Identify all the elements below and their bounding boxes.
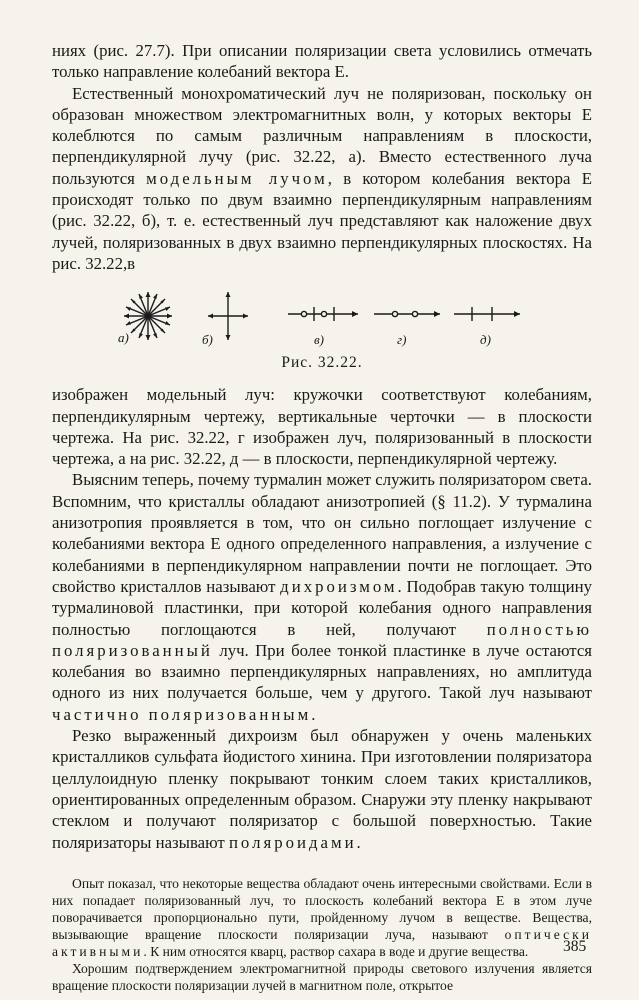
spaced-term-fully-polarized: полностью поляризованный bbox=[52, 619, 592, 660]
spaced-term-optically-active: оптически активными bbox=[52, 926, 592, 959]
ray-plane-ticks bbox=[454, 307, 520, 321]
text-run: , в котором колебания вектора E происходят только по двум взаимно перпендикулярным направлениям (рис. 32.22, б), т. е. естественный луч представляют как наложение двух лучей, поляризованных в двух взаимно перпендикулярных плоскостях. На рис. 32.22,в bbox=[52, 168, 593, 273]
text-run: . bbox=[311, 704, 316, 724]
small-print-section bbox=[52, 875, 592, 994]
text-run: . bbox=[356, 832, 361, 852]
small-paragraph-2: Хорошим подтверждением электромагнитной природы светового излучения является вращение плоскости поляризации лучей в магнитном поле, открытое bbox=[52, 960, 592, 993]
text-run: луч. При более тонкой пластинке в луче остаются колебания во взаимно перпендикулярных направлениях, но амплитуда одного из них получается больше, чем у другого. Такой луч называют bbox=[52, 640, 592, 703]
figure-label-d: г) bbox=[397, 332, 407, 348]
text-run: Опыт показал, что некоторые вещества обладают очень интересными свойствами. Если в них попадает поляризованный луч, то плоскость колебаний вектора E в этом луче поворачивается пропорционально пути, пройденному лучом в веществе. Вещества, вызывающие вращение плоскости поляризации луча, называют bbox=[52, 875, 592, 942]
figure-label-b: б) bbox=[202, 332, 213, 348]
paragraph-4 bbox=[52, 725, 592, 853]
paragraph-3 bbox=[52, 469, 592, 725]
figure-caption: Рис. 32.22. bbox=[281, 354, 363, 372]
model-ray-cross bbox=[208, 292, 248, 340]
paragraph-2: изображен модельный луч: кружочки соответствуют колебаниям, перпендикулярным чертежу, вертикальные черточки — в плоскости чертежа. На рис. 32.22, г изображен луч, поляризованный в плоскости чертежа, а на рис. 32.22, д — в плоскости, перпендикулярной чертежу. bbox=[52, 385, 592, 469]
figure-label-a: а) bbox=[118, 330, 129, 346]
spaced-term-partially-polarized: частично поляризованным bbox=[52, 704, 312, 724]
text-run: Резко выраженный дихроизм был обнаружен у очень маленьких кристалликов сульфата йодистого хинина. При изготовлении поляризатора целлулоидную пленку покрывают тонким слоем таких кристалликов, ориентированных определенным образом. Снаружи эту пленку накрывают стеклом и получают поляризатор с большой поверхностью. Такие поляризаторы называют bbox=[52, 726, 592, 852]
figure-32-22 bbox=[52, 284, 592, 376]
natural-ray-star bbox=[124, 292, 172, 340]
spaced-term-dichroism: дихроизмом bbox=[280, 576, 398, 596]
text-run: Естественный монохроматический луч не поляризован, поскольку он образован множеством электромагнитных волн, у которых векторы E колеблются по самым различным направлениям в плоскости, перпендикулярной лучу (рис. 32.22, а). Вместо естественного луча пользуются bbox=[52, 83, 592, 188]
text-run: . К ним относятся кварц, раствор сахара в воде и другие вещества. bbox=[143, 943, 529, 959]
paragraph-0: ниях (рис. 27.7). При описании поляризации света условились отмечать только направление колебаний вектора E. bbox=[52, 41, 592, 82]
ray-perpendicular-circles bbox=[374, 311, 440, 317]
text-run: . Подобрав такую толщину турмалиновой пластинки, при которой колебания одного направления полностью поглощаются в ней, получают bbox=[52, 576, 593, 639]
model-ray-line bbox=[288, 307, 358, 321]
spaced-term-model-ray: модельным лучом bbox=[146, 168, 328, 188]
small-paragraph-1 bbox=[52, 875, 592, 960]
page-number: 385 bbox=[563, 938, 587, 955]
page-body bbox=[52, 40, 592, 994]
figure-label-e: д) bbox=[480, 332, 491, 348]
paragraph-1 bbox=[52, 83, 592, 275]
spaced-term-polaroids: поляроидами bbox=[228, 832, 357, 852]
text-run: Выясним теперь, почему турмалин может служить поляризатором света. Вспомним, что кристаллы обладают анизотропией (§ 11.2). У турмалина анизотропия проявляется в том, что он сильно поглощает излучение с колебаниями вектора E одного определенного направления, а излучение с колебаниями в перпендикулярном направлении почти не поглощает. Это свойство кристаллов называют bbox=[52, 470, 592, 596]
figure-label-c: в) bbox=[314, 332, 324, 348]
